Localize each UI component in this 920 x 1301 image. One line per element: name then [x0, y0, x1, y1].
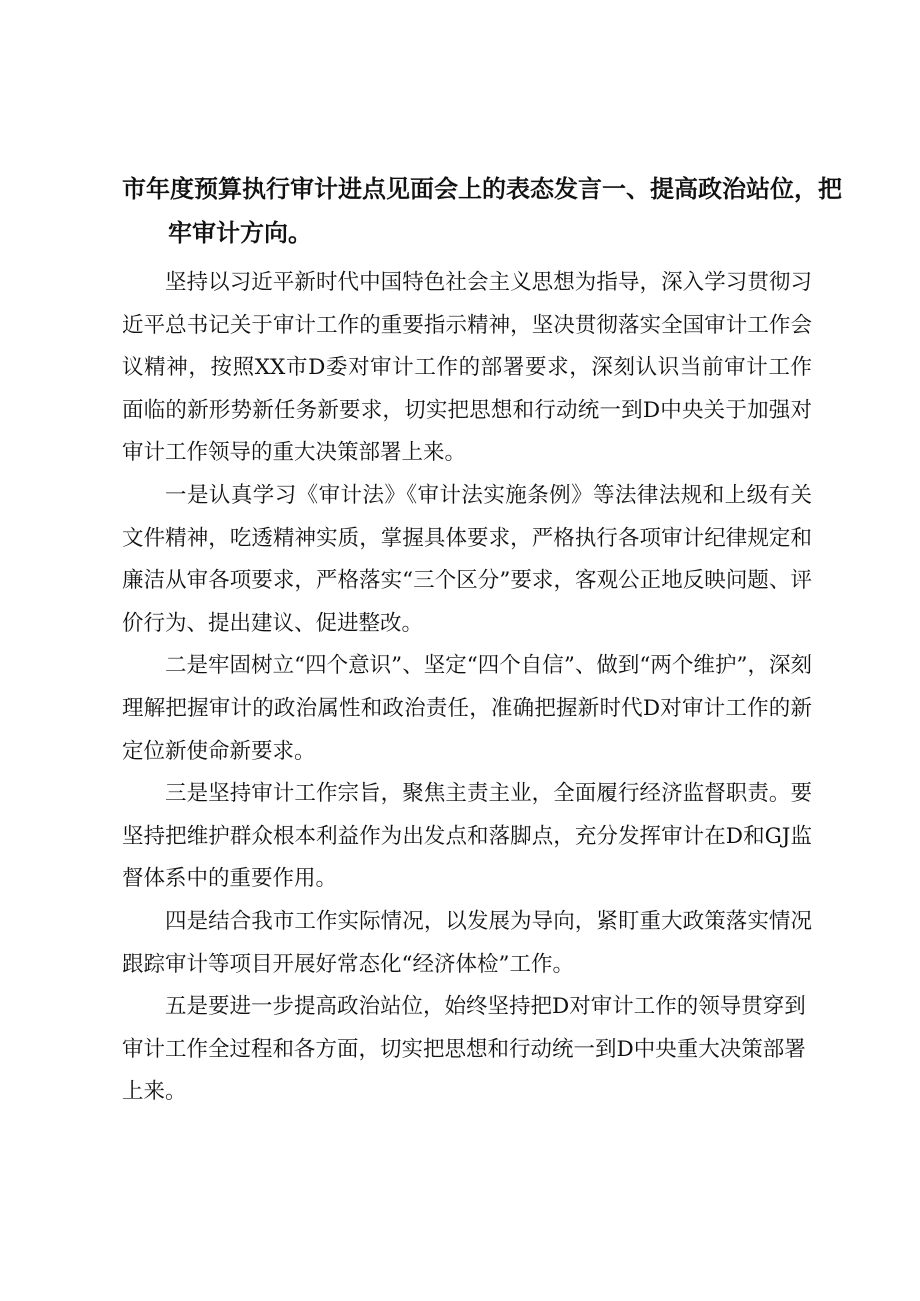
document-title [122, 168, 842, 254]
paragraph-3: 二是牢固树立“四个意识”、坚定“四个自信”、做到“两个维护”，深刻理解把握审计的政治属性和政治责任，准确把握新时代D对审计工作的新定位新使命新要求。 [122, 653, 812, 764]
paragraph-1: 坚持以习近平新时代中国特色社会主义思想为指导，深入学习贯彻习近平总书记关于审计工作的重要指示精神，坚决贯彻落实全国审计工作会议精神，按照XX市D委对审计工作的部署要求，深刻认识当前审计工作面临的新形势新任务新要求，切实把思想和行动统一到D中央关于加强对审计工作领导的重大决策部署上来。 [122, 270, 812, 466]
paragraph-6: 五是要进一步提高政治站位，始终坚持把D对审计工作的领导贯穿到审计工作全过程和各方面，切实把思想和行动统一到D中央重大决策部署上来。 [122, 994, 806, 1105]
paragraph-4: 三是坚持审计工作宗旨，聚焦主责主业，全面履行经济监督职责。要坚持把维护群众根本利益作为出发点和落脚点，充分发挥审计在D和GJ监督体系中的重要作用。 [122, 781, 812, 892]
paragraph-5: 四是结合我市工作实际情况，以发展为导向，紧盯重大政策落实情况跟踪审计等项目开展好常态化“经济体检”工作。 [122, 908, 812, 977]
document-body [122, 262, 812, 1114]
title-line-1: 市年度预算执行审计进点见面会上的表态发言一、提高政治站位，把 [122, 175, 842, 203]
title-line-2: 牢审计方向。 [168, 219, 312, 247]
paragraph-2: 一是认真学习《审计法》《审计法实施条例》等法律法规和上级有关文件精神，吃透精神实质，掌握具体要求，严格执行各项审计纪律规定和廉洁从审各项要求，严格落实“三个区分”要求，客观公正地反映问题、评价行为、提出建议、促进整改。 [122, 482, 812, 636]
